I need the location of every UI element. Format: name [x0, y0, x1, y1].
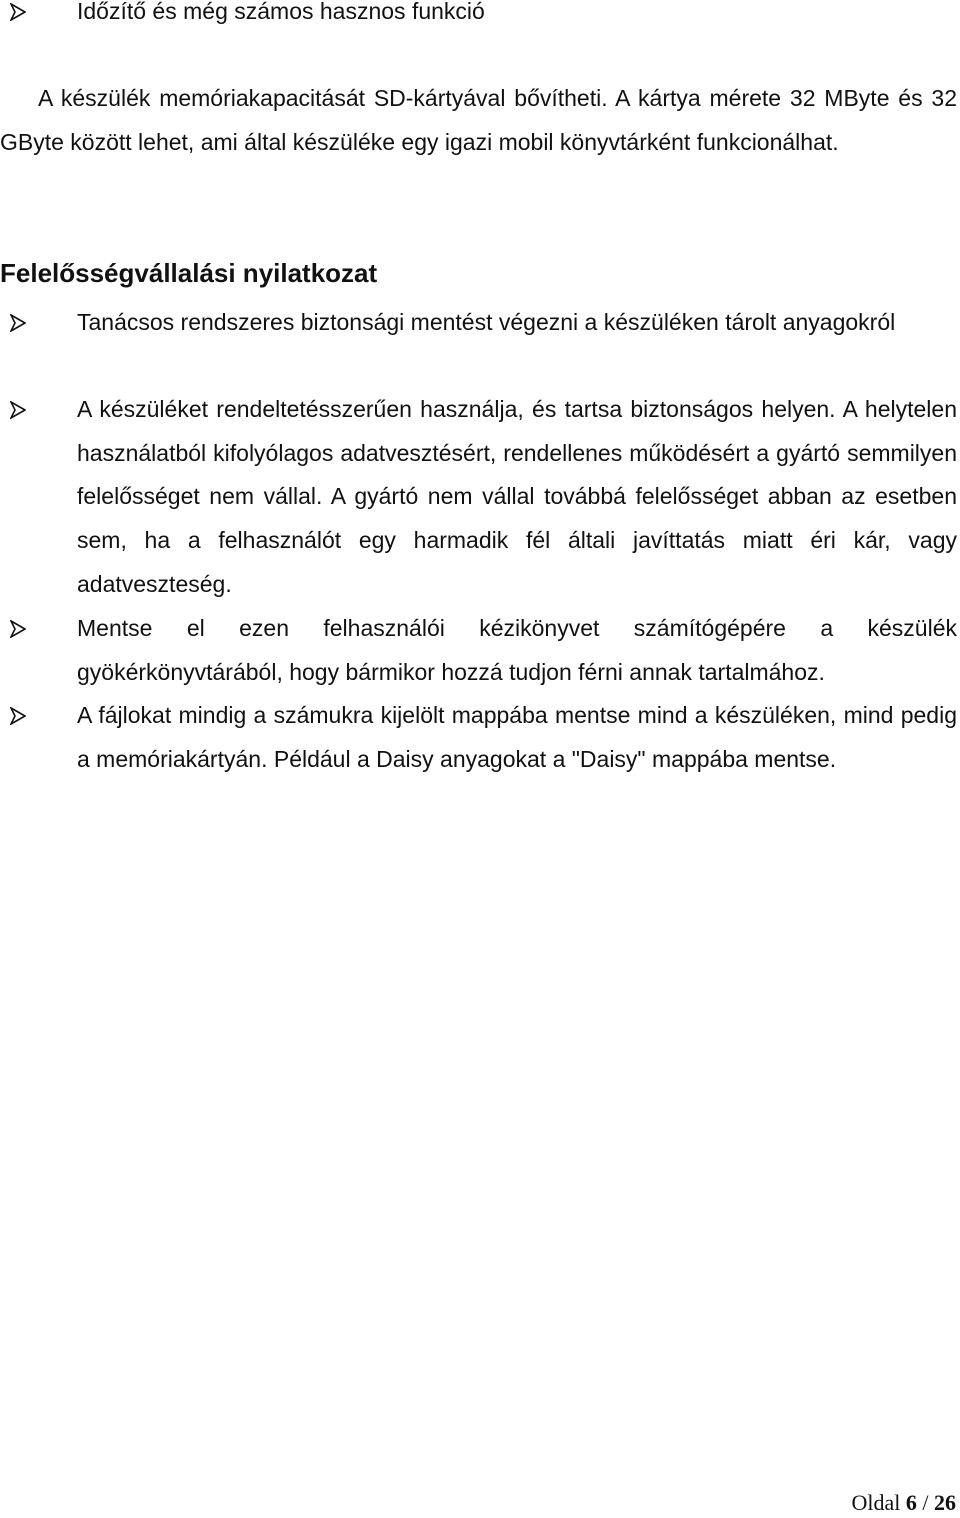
disclaimer-item [0, 388, 957, 607]
disclaimer-item [0, 301, 957, 345]
page-label: Oldal [851, 1490, 901, 1515]
arrow-bullet-icon [10, 314, 26, 332]
total-pages: 26 [934, 1490, 956, 1515]
feature-bullet-text: Időzítő és még számos hasznos funkció [77, 0, 485, 24]
disclaimer-item [0, 607, 957, 694]
disclaimer-item-text: A fájlokat mindig a számukra kijelölt mappába mentse mind a készüléken, mind pedig a memóriakártyán. Például a Daisy anyagokat a "Daisy" mappába mentse. [77, 702, 957, 772]
disclaimer-heading: Felelősségvállalási nyilatkozat [0, 258, 378, 288]
arrow-bullet-icon [10, 707, 26, 725]
arrow-bullet-icon [10, 401, 26, 419]
arrow-bullet-icon [10, 3, 26, 21]
disclaimer-item-text: A készüléket rendeltetésszerűen használja, és tartsa biztonságos helyen. A helytelen használatból kifolyólagos adatvesztésért, rendellenes működésért a gyártó semmilyen felelősséget nem vállal. A gyártó nem vállal továbbá felelősséget abban az esetben sem, ha a felhasználót egy harmadik fél általi javíttatás miatt éri kár, vagy adatveszteség. [77, 396, 957, 597]
page-number [851, 1488, 956, 1518]
page-separator: / [922, 1490, 929, 1515]
memory-paragraph: A készülék memóriakapacitását SD-kártyával bővítheti. A kártya mérete 32 MByte és 32 GByte között lehet, ami által készüléke egy igazi mobil könyvtárként funkcionálhat. [0, 85, 957, 155]
disclaimer-item-text: Tanácsos rendszeres biztonsági mentést végezni a készüléken tárolt anyagokról [77, 309, 896, 335]
disclaimer-item [0, 694, 957, 781]
arrow-bullet-icon [10, 620, 26, 638]
disclaimer-item-text: Mentse el ezen felhasználói kézikönyvet számítógépére a készülék gyökérkönyvtárából, hogy bármikor hozzá tudjon férni annak tartalmához. [77, 615, 957, 685]
current-page: 6 [905, 1490, 917, 1515]
feature-bullet [0, 0, 957, 34]
